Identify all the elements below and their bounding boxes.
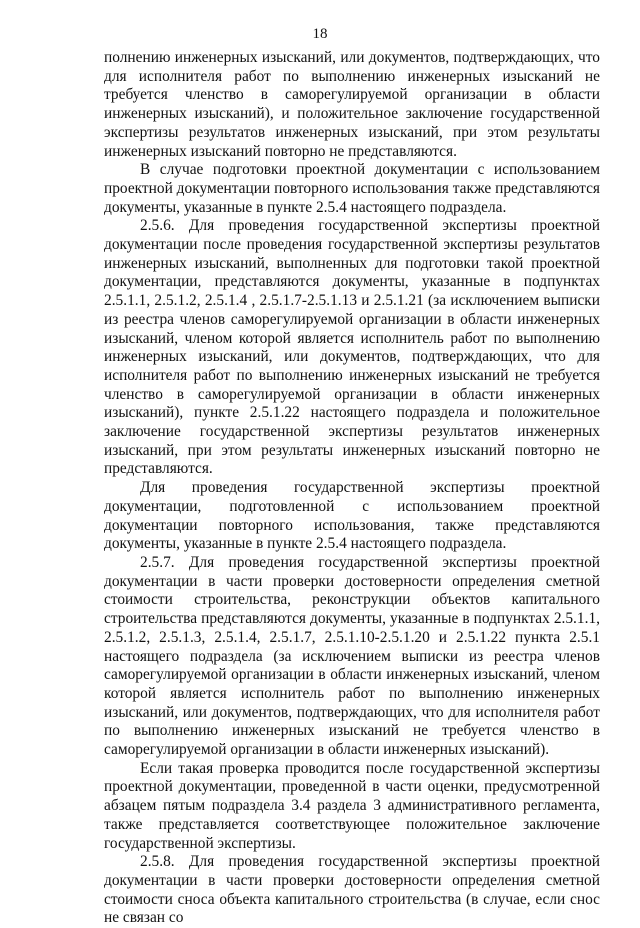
document-body [104,49,600,928]
paragraph-reuse-docs: В случае подготовки проектной документации с использованием проектной документации повторного использования также представляются документы, указанные в пункте 2.5.4 настоящего подраздела. [104,161,600,216]
paragraph-2-5-7-condition: Если такая проверка проводится после государственной экспертизы проектной документации, проведенной в части оценки, предусмотренной абзацем пятым подраздела 3.4 раздела 3 административного регламента, также представляется соответствующее положительное заключение государственной экспертизы. [104,759,600,852]
paragraph-continuation: полнению инженерных изысканий, или документов, подтверждающих, что для исполнителя работ по выполнению инженерных изысканий не требуется членство в саморегулируемой организации в области инженерных изысканий), и положительное заключение государственной экспертизы результатов инженерных изысканий, при этом результаты инженерных изысканий повторно не представляются. [104,49,600,160]
paragraph-2-5-8: 2.5.8. Для проведения государственной экспертизы проектной документации в части проверки достоверности определения сметной стоимости сноса объекта капитального строительства (в случае, если снос не связан со [104,853,600,927]
paragraph-2-5-6: 2.5.6. Для проведения государственной экспертизы проектной документации после проведения государственной экспертизы результатов инженерных изысканий, выполненных для подготовки такой проектной документации, представляются документы, указанные в подпунктах 2.5.1.1, 2.5.1.2, 2.5.1.4 , 2.5.1.7-2.5.1.13 и 2.5.1.21 (за исключением выписки из реестра членов саморегулируемой организации в области инженерных изысканий, членом которой является исполнитель работ по выполнению инженерных изысканий, или документов, подтверждающих, что для исполнителя работ по выполнению инженерных изысканий не требуется членство в саморегулируемой организации в области инженерных изысканий), пункте 2.5.1.22 настоящего подраздела и положительное заключение государственной экспертизы результатов инженерных изысканий, при этом результаты инженерных изысканий повторно не представляются. [104,217,600,478]
paragraph-2-5-7: 2.5.7. Для проведения государственной экспертизы проектной документации в части проверки достоверности определения сметной стоимости строительства, реконструкции объектов капитального строительства представляются документы, указанные в подпунктах 2.5.1.1, 2.5.1.2, 2.5.1.3, 2.5.1.4, 2.5.1.7, 2.5.1.10-2.5.1.20 и 2.5.1.22 пункта 2.5.1 настоящего подраздела (за исключением выписки из реестра членов саморегулируемой организации в области инженерных изысканий, членом которой является исполнитель работ по выполнению инженерных изысканий, или документов, подтверждающих, что для исполнителя работ по выполнению инженерных изысканий не требуется членство в саморегулируемой организации в области инженерных изысканий). [104,553,600,759]
paragraph-2-5-6-reuse: Для проведения государственной экспертизы проектной документации, подготовленной с использованием проектной документации повторного использования, также представляются документы, указанные в пункте 2.5.4 настоящего подраздела. [104,479,600,553]
page-number: 18 [312,26,328,42]
